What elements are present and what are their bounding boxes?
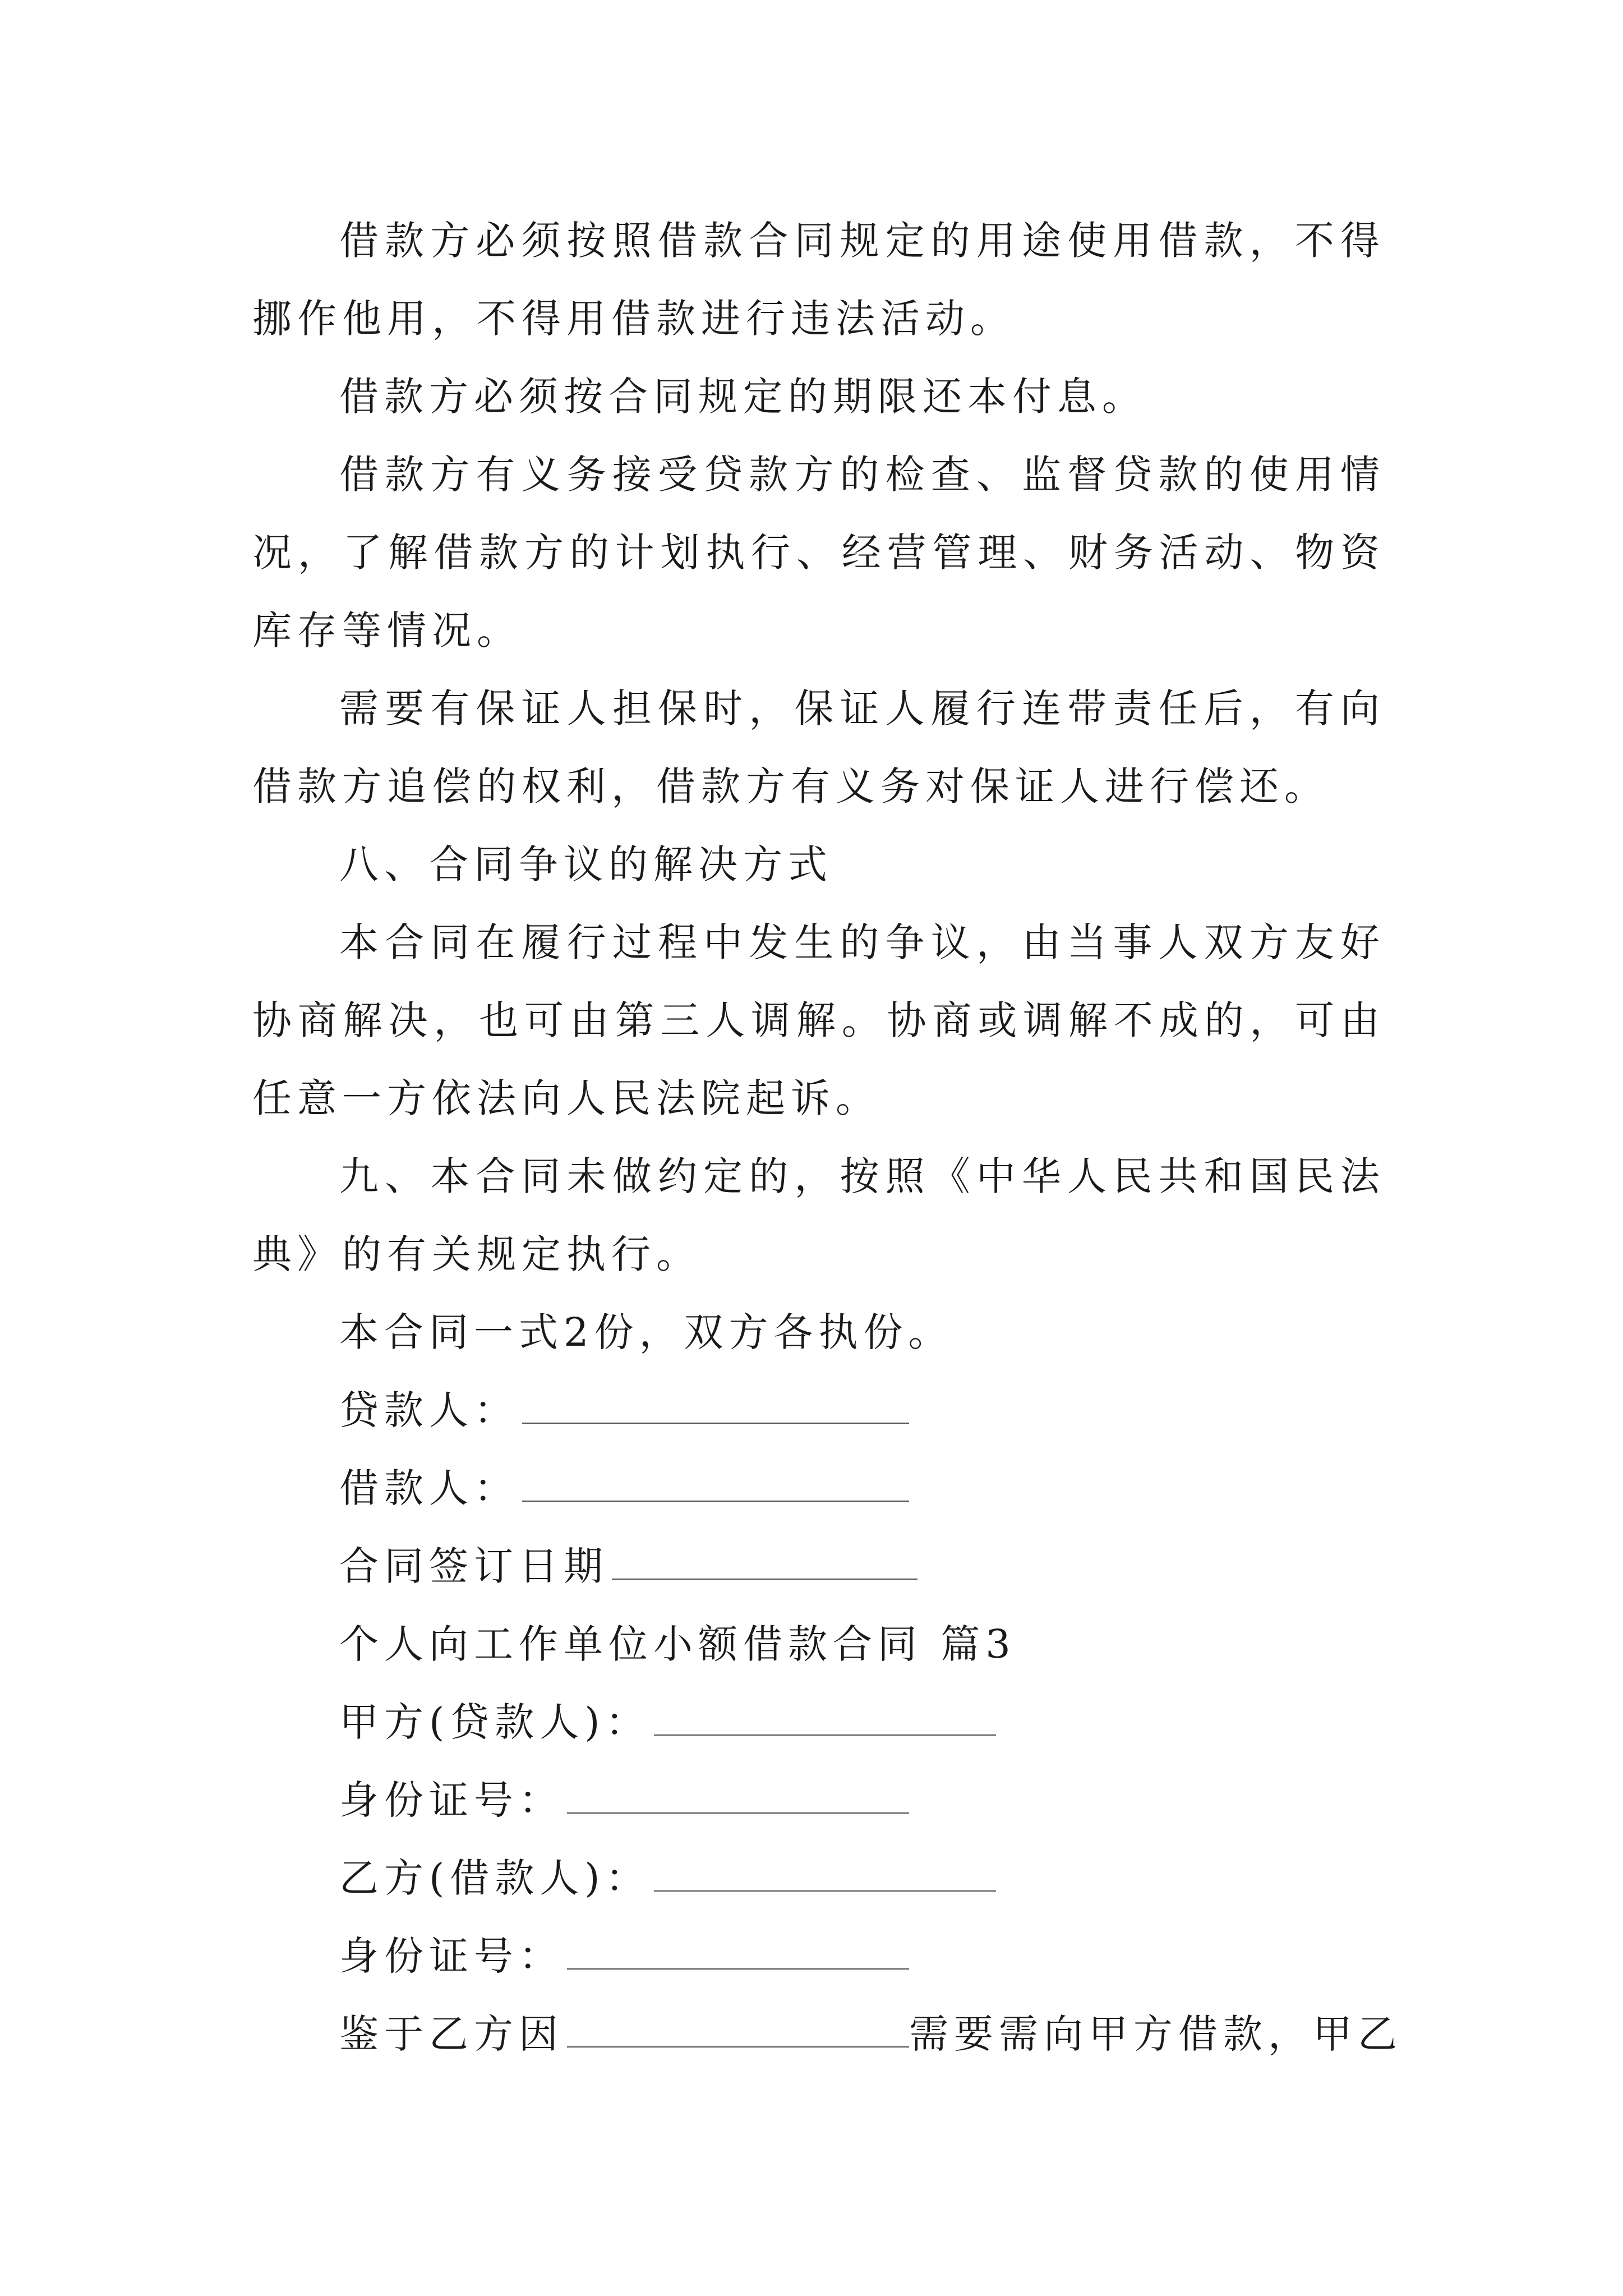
id-a-label: 身份证号： — [339, 1777, 564, 1823]
party-a-blank[interactable] — [654, 1695, 996, 1736]
party-a-line — [252, 1683, 1385, 1761]
paragraph-guarantor: 需要有保证人担保时，保证人履行连带责任后，有向借款方追偿的权利，借款方有义务对保证人进行偿还。 — [252, 685, 1385, 809]
document-page — [252, 202, 1403, 2073]
paragraph-dispute: 本合同在履行过程中发生的争议，由当事人双方友好协商解决，也可由第三人调解。协商或调解不成的，可由任意一方依法向人民法院起诉。 — [252, 919, 1385, 1121]
party-b-line — [252, 1839, 1385, 1917]
paragraph-civil-code: 九、本合同未做约定的，按照《中华人民共和国民法典》的有关规定执行。 — [252, 1153, 1385, 1277]
party-b-label: 乙方(借款人)： — [339, 1855, 651, 1901]
paragraph-usage: 借款方必须按照借款合同规定的用途使用借款，不得挪作他用，不得用借款进行违法活动。 — [252, 218, 1385, 342]
borrower-blank[interactable] — [522, 1461, 909, 1502]
lender-blank[interactable] — [522, 1383, 909, 1424]
sign-date-line — [252, 1527, 1385, 1605]
id-b-label: 身份证号： — [339, 1933, 564, 1979]
party-b-blank[interactable] — [654, 1851, 996, 1892]
lender-line — [252, 1372, 1385, 1450]
id-b-blank[interactable] — [567, 1929, 909, 1970]
paragraph-inspection: 借款方有义务接受贷款方的检查、监督贷款的使用情况，了解借款方的计划执行、经营管理、财务活动、物资库存等情况。 — [252, 452, 1385, 654]
section3-title: 个人向工作单位小额借款合同 篇3 — [339, 1621, 1016, 1667]
id-a-line — [252, 1761, 1385, 1839]
paragraph-repayment: 借款方必须按合同规定的期限还本付息。 — [339, 374, 1147, 420]
sign-date-blank[interactable] — [612, 1539, 917, 1580]
reason-blank[interactable] — [567, 2007, 909, 2047]
reason-line — [252, 1995, 1403, 2073]
section-heading-dispute: 八、合同争议的解决方式 — [339, 841, 833, 887]
sign-date-label: 合同签订日期 — [339, 1543, 608, 1589]
party-a-label: 甲方(贷款人)： — [339, 1699, 651, 1745]
borrower-line — [252, 1450, 1385, 1527]
id-a-blank[interactable] — [567, 1773, 909, 1814]
reason-prefix: 鉴于乙方因 — [339, 2011, 564, 2057]
paragraph-copies: 本合同一式2份，双方各执份。 — [339, 1309, 953, 1355]
reason-suffix: 需要需向甲方借款，甲乙 — [909, 2011, 1403, 2057]
lender-label: 贷款人： — [339, 1387, 519, 1433]
id-b-line — [252, 1917, 1385, 1995]
borrower-label: 借款人： — [339, 1465, 519, 1511]
